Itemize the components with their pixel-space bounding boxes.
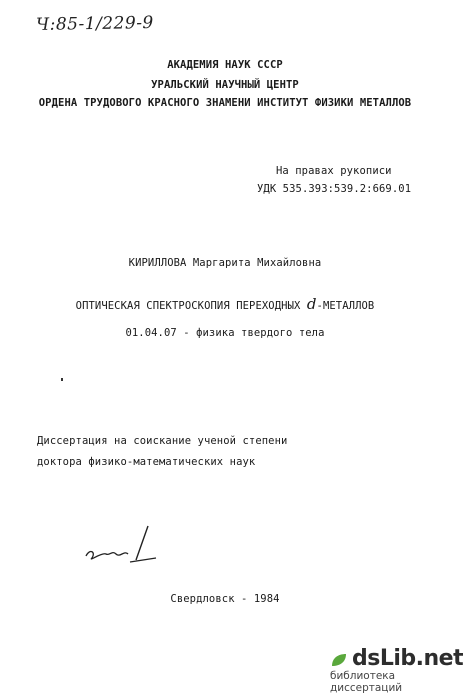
ink-speck <box>61 378 63 381</box>
place-year: Свердловск - 1984 <box>170 593 280 605</box>
watermark-subtitle: библиотека диссертаций <box>330 670 403 694</box>
watermark-logo <box>326 646 463 694</box>
specialty-code: 01.04.07 - физика твердого тела <box>125 327 325 339</box>
dissertation-title <box>0 295 450 313</box>
author-name: КИРИЛЛОВА Маргарита Михайловна <box>128 257 322 269</box>
title-suffix: -МЕТАЛЛОВ <box>316 300 375 312</box>
degree-line-2: доктора физико-математических наук <box>37 456 256 468</box>
degree-line-1: Диссертация на соискание ученой степени <box>37 435 288 447</box>
archive-number: Ч:85-1/229-9 <box>35 12 154 36</box>
watermark-brand: dsLib.net <box>352 646 463 671</box>
header-center: УРАЛЬСКИЙ НАУЧНЫЙ ЦЕНТР <box>151 79 299 91</box>
leaf-icon <box>330 652 348 668</box>
header-institute: ОРДЕНА ТРУДОВОГО КРАСНОГО ЗНАМЕНИ ИНСТИТУТ ФИЗИКИ МЕТАЛЛОВ <box>38 97 412 109</box>
rights-notice: На правах рукописи <box>276 165 392 177</box>
title-greek-symbol: d <box>306 295 317 313</box>
title-text: ОПТИЧЕСКАЯ СПЕКТРОСКОПИЯ ПЕРЕХОДНЫХ <box>75 300 301 312</box>
header-academy: АКАДЕМИЯ НАУК СССР <box>167 59 283 71</box>
signature-image <box>72 522 162 564</box>
udc-code: УДК 535.393:539.2:669.01 <box>257 183 412 195</box>
